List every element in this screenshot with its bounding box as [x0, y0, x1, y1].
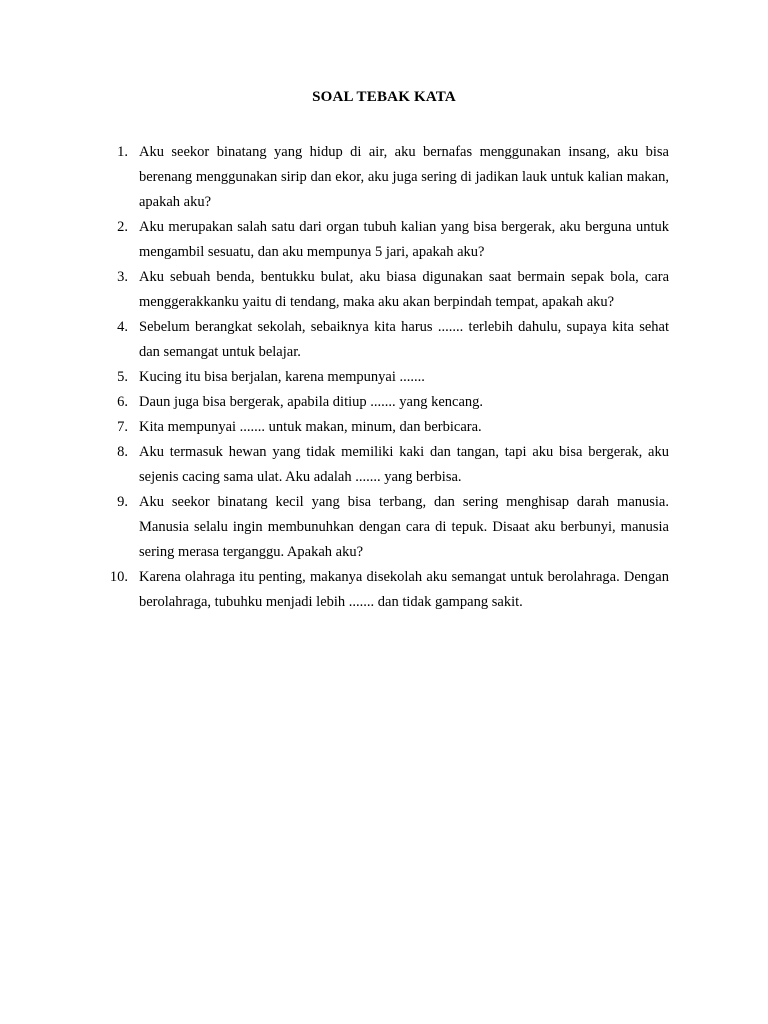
question-number: 10.: [109, 569, 128, 585]
question-text: Kita mempunyai ....... untuk makan, minum, dan berbicara.: [139, 419, 482, 435]
question-number: 8.: [117, 444, 128, 460]
question-number: 2.: [117, 219, 128, 235]
question-item: [0, 490, 768, 565]
question-number: 7.: [117, 419, 128, 435]
question-text: Aku termasuk hewan yang tidak memiliki kaki dan tangan, tapi aku bisa bergerak, aku sejenis cacing sama ulat. Aku adalah ....... yang berbisa.: [139, 444, 669, 485]
question-text: Sebelum berangkat sekolah, sebaiknya kita harus ....... terlebih dahulu, supaya kita sehat dan semangat untuk belajar.: [139, 319, 669, 360]
question-item: [0, 390, 768, 415]
question-text: Aku sebuah benda, bentukku bulat, aku biasa digunakan saat bermain sepak bola, cara menggerakkanku yaitu di tendang, maka aku akan berpindah tempat, apakah aku?: [139, 269, 669, 310]
question-item: [0, 315, 768, 365]
question-number: 1.: [117, 144, 128, 160]
question-item: [0, 415, 768, 440]
question-item: [0, 440, 768, 490]
question-text: Aku seekor binatang yang hidup di air, aku bernafas menggunakan insang, aku bisa berenang menggunakan sirip dan ekor, aku juga sering di jadikan lauk untuk kalian makan, apakah aku?: [139, 144, 669, 210]
question-number: 3.: [117, 269, 128, 285]
question-text: Kucing itu bisa berjalan, karena mempunyai .......: [139, 369, 425, 385]
question-number: 9.: [117, 494, 128, 510]
question-item: [0, 140, 768, 215]
question-text: Karena olahraga itu penting, makanya disekolah aku semangat untuk berolahraga. Dengan berolahraga, tubuhku menjadi lebih ....... dan tidak gampang sakit.: [139, 569, 669, 610]
question-item: [0, 215, 768, 265]
question-item: [0, 565, 768, 615]
question-item: [0, 265, 768, 315]
question-number: 6.: [117, 394, 128, 410]
question-text: Daun juga bisa bergerak, apabila ditiup ....... yang kencang.: [139, 394, 483, 410]
question-number: 5.: [117, 369, 128, 385]
question-text: Aku merupakan salah satu dari organ tubuh kalian yang bisa bergerak, aku berguna untuk mengambil sesuatu, dan aku mempunya 5 jari, apakah aku?: [139, 219, 669, 260]
question-list: [0, 140, 768, 615]
question-number: 4.: [117, 319, 128, 335]
document-title: SOAL TEBAK KATA: [312, 89, 456, 105]
question-text: Aku seekor binatang kecil yang bisa terbang, dan sering menghisap darah manusia. Manusia selalu ingin membunuhkan dengan cara di tepuk. Disaat aku berbunyi, manusia sering merasa terganggu. Apakah aku?: [139, 494, 669, 560]
question-item: [0, 365, 768, 390]
